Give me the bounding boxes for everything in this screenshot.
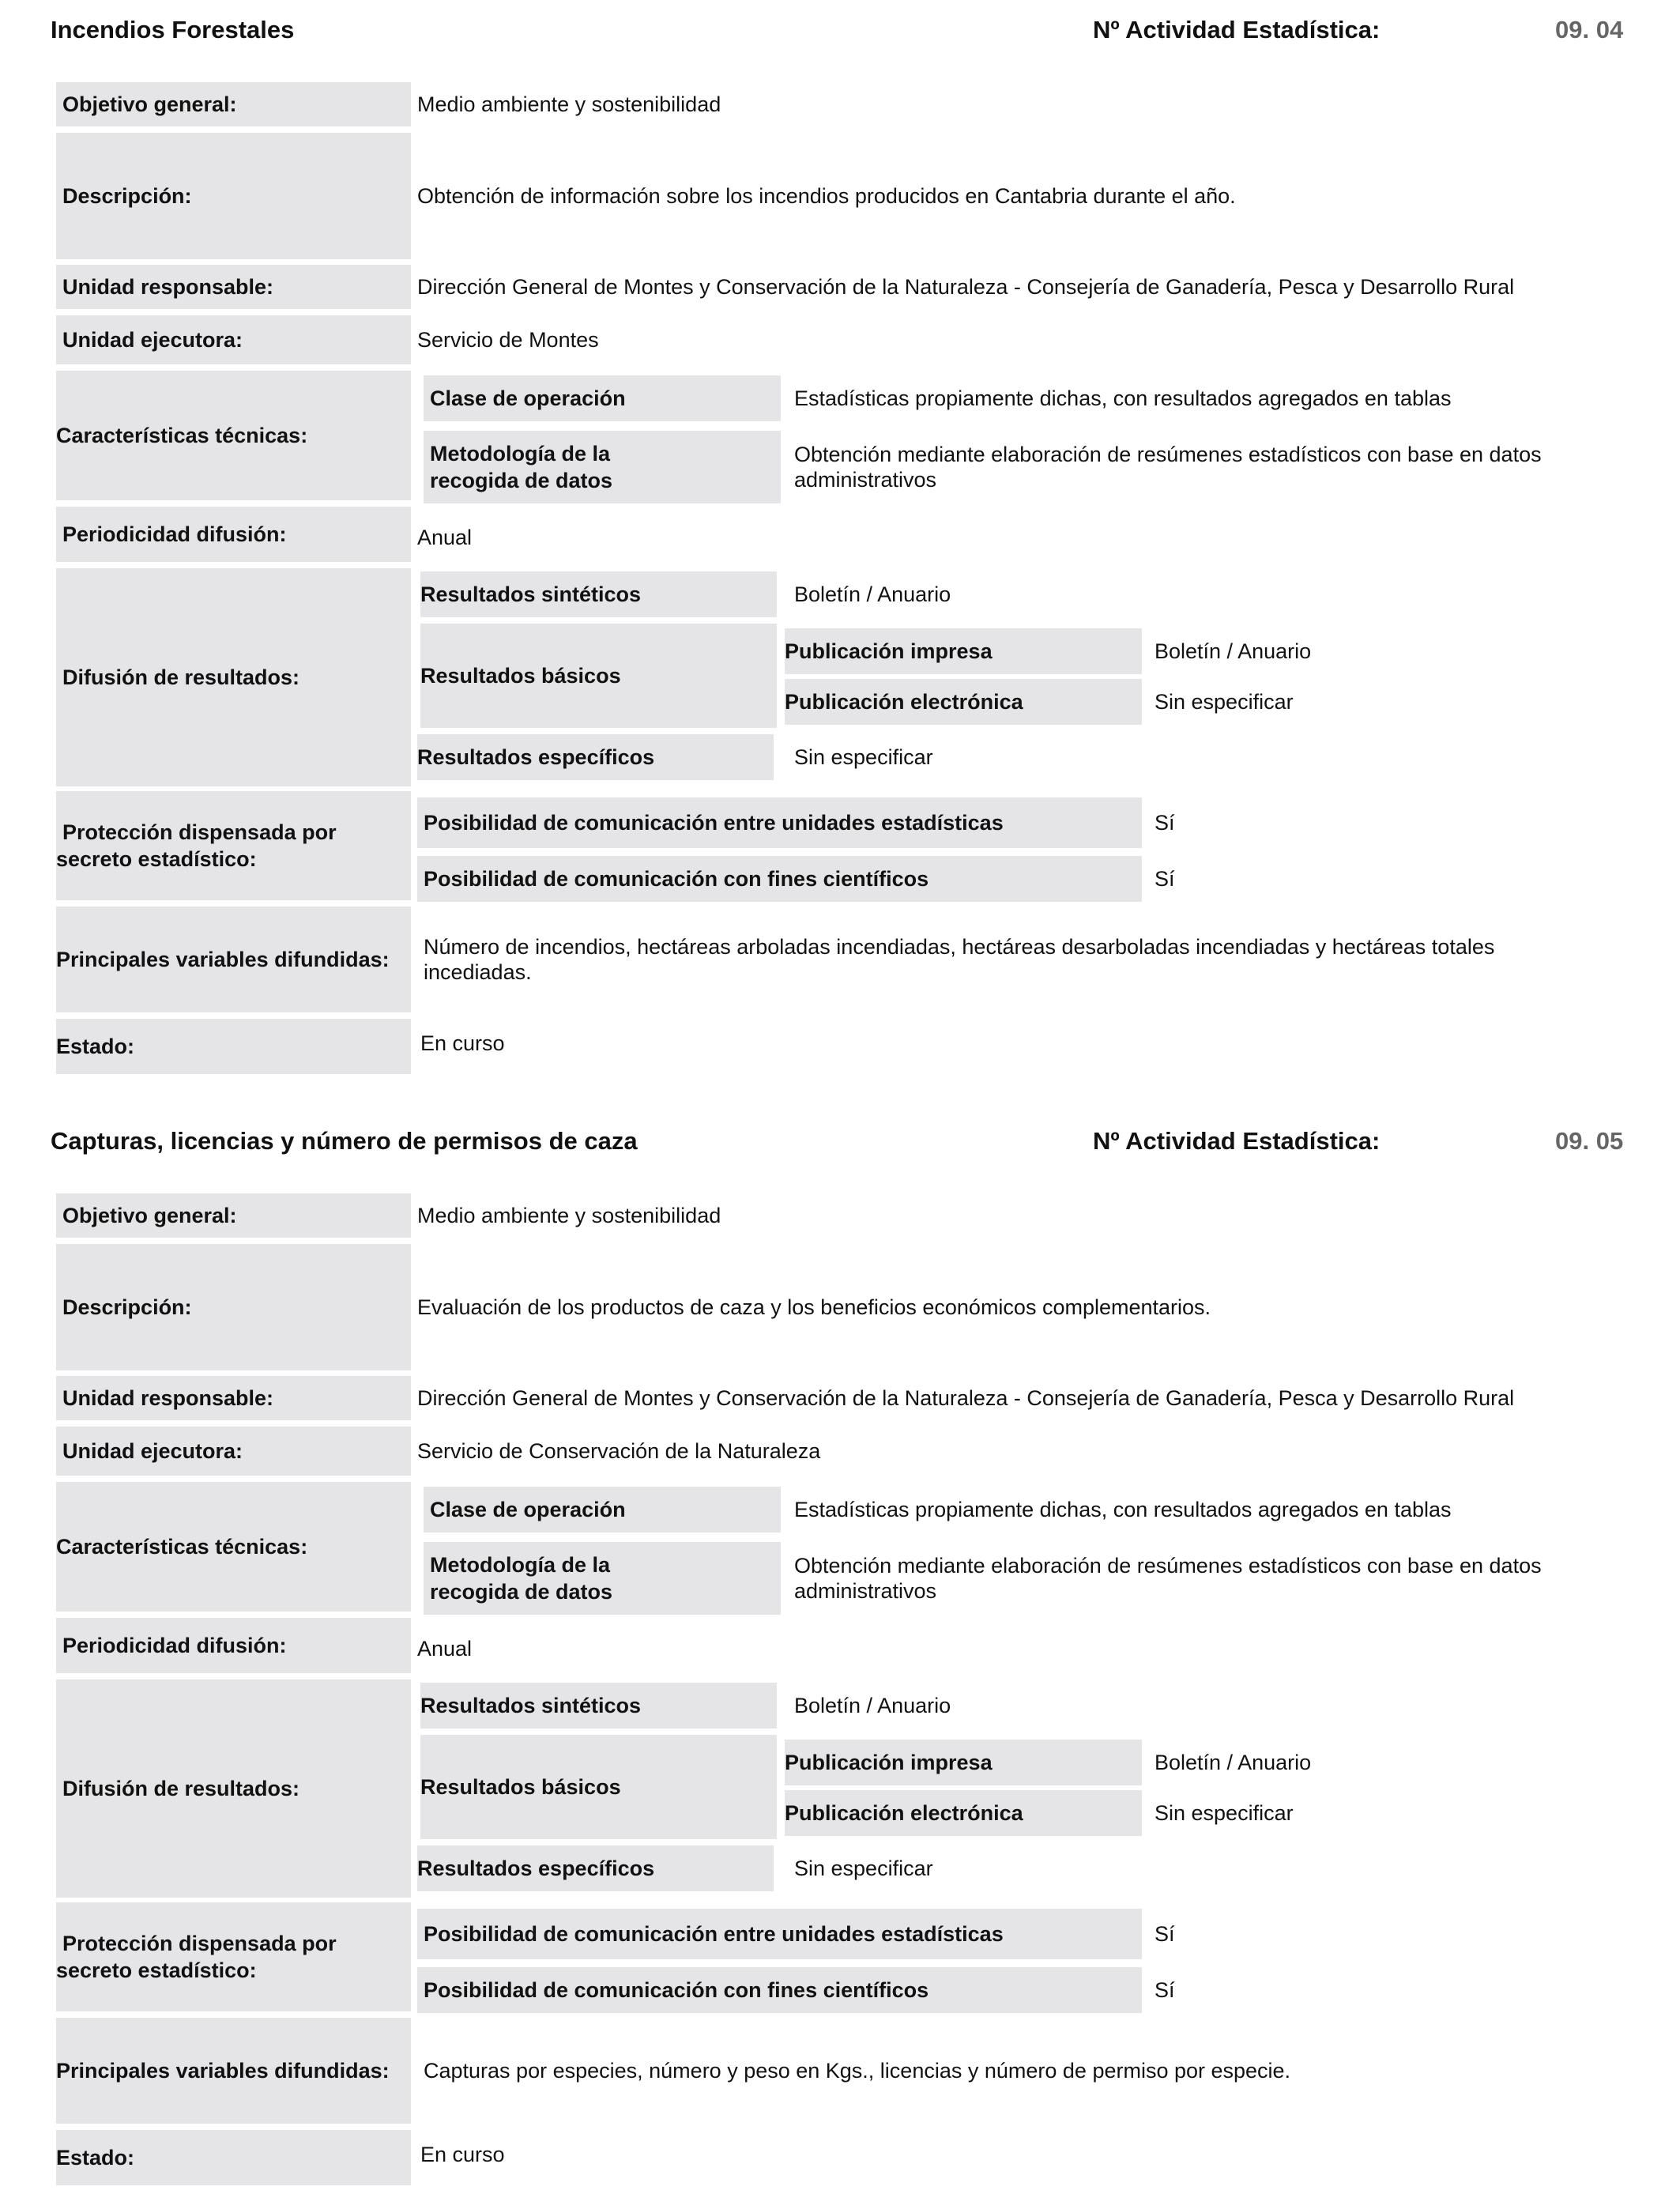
resultados-sinteticos-value: Boletín / Anuario (794, 582, 951, 606)
unidad-responsable-label: Unidad responsable: (56, 265, 411, 309)
unidad-responsable-label: Unidad responsable: (56, 1376, 411, 1420)
clase-operacion-label: Clase de operación (424, 375, 781, 421)
variables-value-line-1: Capturas por especies, número y peso en Kgs., licencias y número de permiso por especie. (424, 2059, 1291, 2083)
proteccion-label-line-1: Protección dispensada por (62, 820, 337, 844)
descripcion-value: Obtención de información sobre los incendios producidos en Cantabria durante el año. (417, 184, 1236, 208)
resultados-sinteticos-label: Resultados sintéticos (420, 1683, 777, 1728)
variables-value (424, 907, 1561, 1012)
unidad-responsable-value: Dirección General de Montes y Conservación de la Naturaleza - Consejería de Ganadería, Pesca y Desarrollo Rural (417, 275, 1515, 299)
comunicacion-cientificos-label: Posibilidad de comunicación con fines científicos (417, 1967, 1142, 2013)
activity-number-label: Nº Actividad Estadística: (1093, 1127, 1381, 1155)
objetivo-value: Medio ambiente y sostenibilidad (417, 92, 721, 116)
publicacion-electronica-label: Publicación electrónica (785, 1790, 1142, 1836)
activity-number: 09. 04 (1555, 16, 1624, 43)
objetivo-value: Medio ambiente y sostenibilidad (417, 1204, 721, 1227)
unidad-ejecutora-value: Servicio de Conservación de la Naturaleza (417, 1439, 821, 1463)
estado-label: Estado: (56, 1019, 411, 1074)
clase-operacion-value: Estadísticas propiamente dichas, con resultados agregados en tablas (794, 386, 1452, 410)
variables-label: Principales variables difundidas: (56, 2018, 411, 2124)
resultados-especificos-label: Resultados específicos (417, 1845, 774, 1891)
objetivo-label: Objetivo general: (56, 82, 411, 126)
proteccion-label (56, 1902, 411, 2011)
publicacion-impresa-value: Boletín / Anuario (1155, 639, 1312, 663)
comunicacion-cientificos-label: Posibilidad de comunicación con fines científicos (417, 856, 1142, 902)
publicacion-impresa-value: Boletín / Anuario (1155, 1751, 1312, 1774)
difusion-label: Difusión de resultados: (56, 1679, 411, 1898)
comunicacion-cientificos-value: Sí (1155, 867, 1175, 891)
comunicacion-unidades-value: Sí (1155, 1922, 1175, 1946)
comunicacion-cientificos-value: Sí (1155, 1978, 1175, 2002)
comunicacion-unidades-label: Posibilidad de comunicación entre unidades estadísticas (417, 797, 1142, 848)
proteccion-label (56, 791, 411, 900)
metodologia-value-line-2: administrativos (794, 1579, 937, 1603)
resultados-sinteticos-value: Boletín / Anuario (794, 1694, 951, 1717)
unidad-ejecutora-label: Unidad ejecutora: (56, 1427, 411, 1476)
resultados-basicos-label: Resultados básicos (420, 624, 777, 728)
activity-number-label: Nº Actividad Estadística: (1093, 16, 1381, 43)
periodicidad-label: Periodicidad difusión: (56, 1618, 411, 1673)
section-title: Capturas, licencias y número de permisos de caza (51, 1127, 638, 1155)
variables-label: Principales variables difundidas: (56, 907, 411, 1012)
metodologia-label-line-2: recogida de datos (430, 469, 613, 492)
resultados-especificos-value: Sin especificar (794, 1857, 933, 1880)
clase-operacion-label: Clase de operación (424, 1487, 781, 1532)
estado-value: En curso (420, 2143, 505, 2166)
metodologia-value (794, 431, 1542, 503)
comunicacion-unidades-value: Sí (1155, 811, 1175, 835)
metodologia-label (424, 1542, 781, 1615)
descripcion-label: Descripción: (56, 133, 411, 259)
activity-number: 09. 05 (1555, 1127, 1624, 1155)
metodologia-value-line-1: Obtención mediante elaboración de resúmenes estadísticos con base en datos (794, 1554, 1542, 1578)
proteccion-label-line-2: secreto estadístico: (56, 1958, 257, 1982)
descripcion-label: Descripción: (56, 1244, 411, 1370)
publicacion-electronica-label: Publicación electrónica (785, 679, 1142, 725)
metodologia-label-line-1: Metodología de la (430, 442, 611, 466)
publicacion-impresa-label: Publicación impresa (785, 628, 1142, 674)
metodologia-value-line-2: administrativos (794, 468, 937, 492)
caracteristicas-label: Características técnicas: (56, 1482, 411, 1612)
comunicacion-unidades-label: Posibilidad de comunicación entre unidades estadísticas (417, 1909, 1142, 1959)
metodologia-label-line-2: recogida de datos (430, 1580, 613, 1604)
variables-value-line-2: incediadas. (424, 960, 532, 984)
unidad-responsable-value: Dirección General de Montes y Conservación de la Naturaleza - Consejería de Ganadería, Pesca y Desarrollo Rural (417, 1386, 1515, 1410)
resultados-especificos-label: Resultados específicos (417, 734, 774, 780)
variables-value-line-1: Número de incendios, hectáreas arboladas incendiadas, hectáreas desarboladas incendiadas y hectáreas totales (424, 935, 1495, 959)
proteccion-label-line-2: secreto estadístico: (56, 847, 257, 871)
periodicidad-value: Anual (417, 1637, 473, 1661)
unidad-ejecutora-value: Servicio de Montes (417, 328, 599, 352)
publicacion-electronica-value: Sin especificar (1155, 690, 1294, 714)
resultados-sinteticos-label: Resultados sintéticos (420, 571, 777, 617)
metodologia-label (424, 431, 781, 503)
publicacion-electronica-value: Sin especificar (1155, 1801, 1294, 1825)
objetivo-label: Objetivo general: (56, 1193, 411, 1238)
unidad-ejecutora-label: Unidad ejecutora: (56, 315, 411, 364)
publicacion-impresa-label: Publicación impresa (785, 1740, 1142, 1785)
caracteristicas-label: Características técnicas: (56, 371, 411, 500)
metodologia-value (794, 1542, 1542, 1615)
variables-value (424, 2018, 1561, 2124)
estado-label: Estado: (56, 2130, 411, 2185)
periodicidad-value: Anual (417, 526, 473, 549)
estado-value: En curso (420, 1031, 505, 1055)
difusion-label: Difusión de resultados: (56, 568, 411, 786)
resultados-especificos-value: Sin especificar (794, 745, 933, 769)
section-title: Incendios Forestales (51, 16, 295, 43)
periodicidad-label: Periodicidad difusión: (56, 507, 411, 562)
resultados-basicos-label: Resultados básicos (420, 1735, 777, 1839)
metodologia-label-line-1: Metodología de la (430, 1553, 611, 1577)
metodologia-value-line-1: Obtención mediante elaboración de resúmenes estadísticos con base en datos (794, 443, 1542, 466)
descripcion-value: Evaluación de los productos de caza y los beneficios económicos complementarios. (417, 1295, 1211, 1319)
proteccion-label-line-1: Protección dispensada por (62, 1932, 337, 1955)
clase-operacion-value: Estadísticas propiamente dichas, con resultados agregados en tablas (794, 1498, 1452, 1521)
